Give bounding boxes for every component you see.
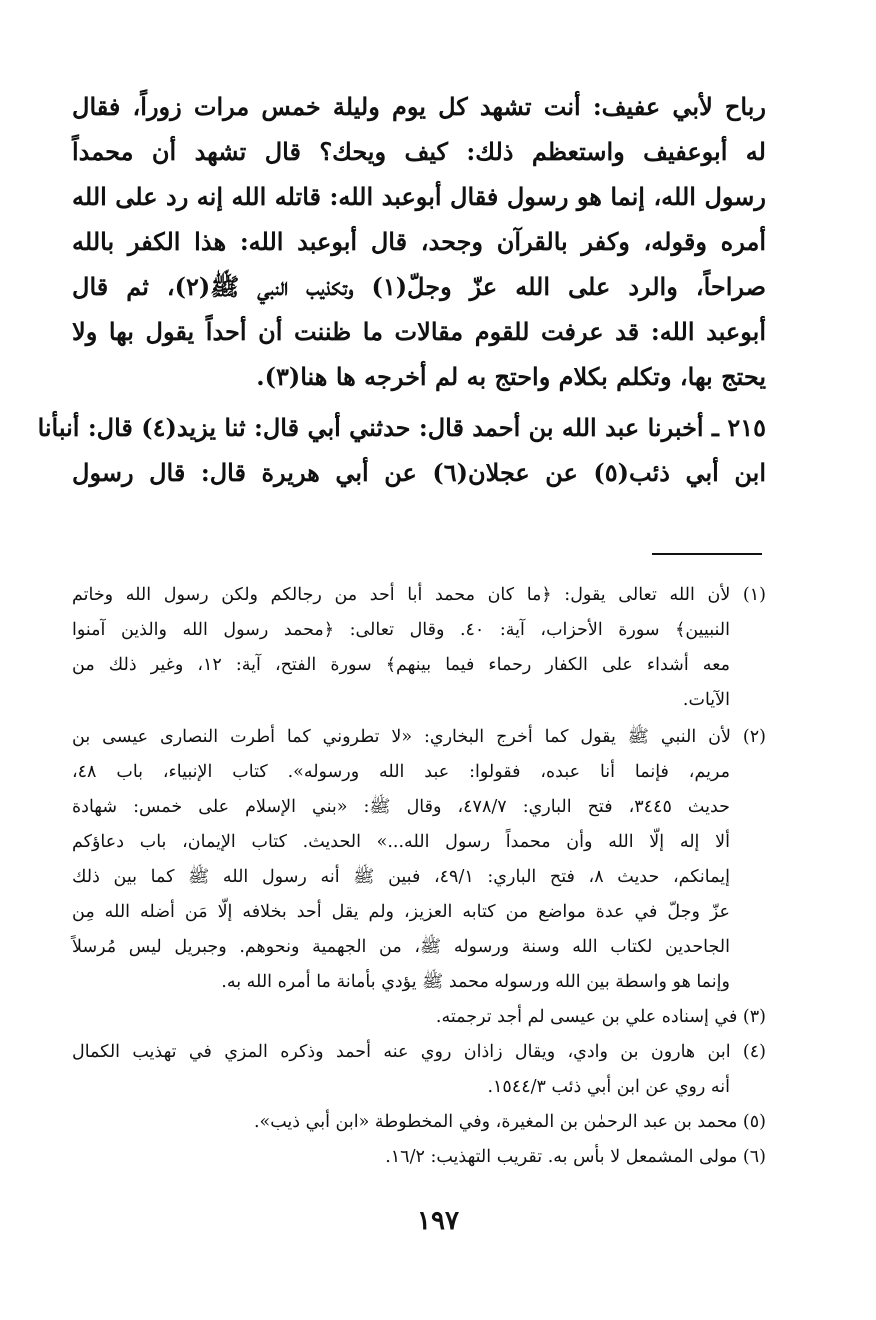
footnote-3: [72, 1000, 766, 1035]
text-line: له أبوعفيف واستعظم ذلك: كيف ويحك؟ قال تشهد أن محمداً: [72, 137, 766, 166]
footnote-6: [72, 1140, 766, 1175]
footnote-line: أنه روي عن ابن أبي ذئب ١٥٤٤/٣.: [487, 1077, 730, 1097]
footnote-line: النبيين﴾ سورة الأحزاب، آية: ٤٠. وقال تعالى: ﴿محمد رسول الله والذين آمنوا: [72, 620, 731, 640]
text-line: يحتج بها، وتكلم بكلام واحتج به لم أخرجه ها هنا(٣).: [256, 362, 766, 391]
footnote-line: (١) لأن الله تعالى يقول: ﴿ما كان محمد أبا أحد من رجالكم ولكن رسول الله وخاتم: [72, 585, 766, 605]
footnote-line: (٦) مولى المشمعل لا بأس به. تقريب التهذيب: ١٦/٢.: [385, 1147, 766, 1167]
footnote-line: معه أشداء على الكفار رحماء فيما بينهم﴾ سورة الفتح، آية: ١٢، وغير ذلك من: [72, 655, 730, 675]
text-line: أمره وقوله، وكفر بالقرآن وجحد، قال أبوعبد الله: هذا الكفر بالله: [72, 227, 767, 256]
hadith-entry-line: ابن أبي ذئب(٥) عن عجلان(٦) عن أبي هريرة قال: قال رسول: [72, 458, 766, 487]
footnote-4: [72, 1035, 766, 1105]
footnote-line: وإنما هو واسطة بين الله ورسوله محمد ﷺ يؤدي بأمانة ما أمره الله به.: [221, 972, 730, 992]
footnote-separator: [652, 553, 762, 555]
footnote-line: (٤) ابن هارون بن وادي، ويقال زاذان روي عنه أحمد وذكره المزي في تهذيب الكمال: [72, 1042, 766, 1062]
hadith-entry-line: ٢١٥ ـ أخبرنا عبد الله بن أحمد قال: حدثني أبي قال: ثنا يزيد(٤) قال: أنبأنا: [37, 413, 766, 442]
footnotes: [72, 578, 766, 1175]
text-line: أبوعبد الله: قد عرفت للقوم مقالات ما ظننت أن أحداً يقول بها ولا: [72, 317, 766, 346]
footnote-line: (٢) لأن النبي ﷺ يقول كما أخرج البخاري: «لا تطروني كما أطرت النصارى عيسى بن: [72, 727, 766, 747]
footnote-line: إيمانكم، حديث ٨، فتح الباري: ٤٩/١، فبين ﷺ أنه رسول الله ﷺ كما بين ذلك: [72, 867, 730, 887]
page-number: ١٩٧: [417, 1206, 459, 1236]
footnote-line: ألا إله إلّا الله وأن محمداً رسول الله...» الحديث. كتاب الإيمان، باب دعاؤكم: [72, 832, 730, 852]
footnote-line: حديث ٣٤٤٥، فتح الباري: ٤٧٨/٧، وقال ﷺ: «بني الإسلام على خمس: شهادة: [72, 797, 730, 817]
footnote-line: (٣) في إسناده علي بن عيسى لم أجد ترجمته.: [435, 1007, 766, 1027]
text-line: صراحاً، والرد على الله عزّ وجلّ(١) وتكذيب النبي ﷺ(٢)، ثم قال: [72, 272, 767, 301]
footnote-2: [72, 720, 766, 1000]
footnote-line: (٥) محمد بن عبد الرحمٰن بن المغيرة، وفي المخطوطة «ابن أبي ذيب».: [253, 1112, 766, 1132]
footnote-5: [72, 1105, 766, 1140]
footnote-line: عزّ وجلّ في عدة مواضع من كتابه العزيز، ولم يقل أحد بخلافه إلّا مَن أضله الله مِن: [72, 902, 730, 922]
main-text: [37, 84, 767, 495]
footnote-line: مريم، فإنما أنا عبده، فقولوا: عبد الله ورسوله». كتاب الإنبياء، باب ٤٨،: [72, 762, 730, 782]
footnote-line: الآيات.: [682, 690, 730, 710]
footnote-1: [72, 578, 766, 718]
footnote-line: الجاحدين لكتاب الله وسنة ورسوله ﷺ، من الجهمية ونحوهم. وجبريل ليس مُرسلاً: [72, 937, 730, 957]
text-line: رباح لأبي عفيف: أنت تشهد كل يوم وليلة خمس مرات زوراً، فقال: [72, 92, 766, 121]
text-line: رسول الله، إنما هو رسول فقال أبوعبد الله: قاتله الله إنه رد على الله: [72, 182, 766, 211]
